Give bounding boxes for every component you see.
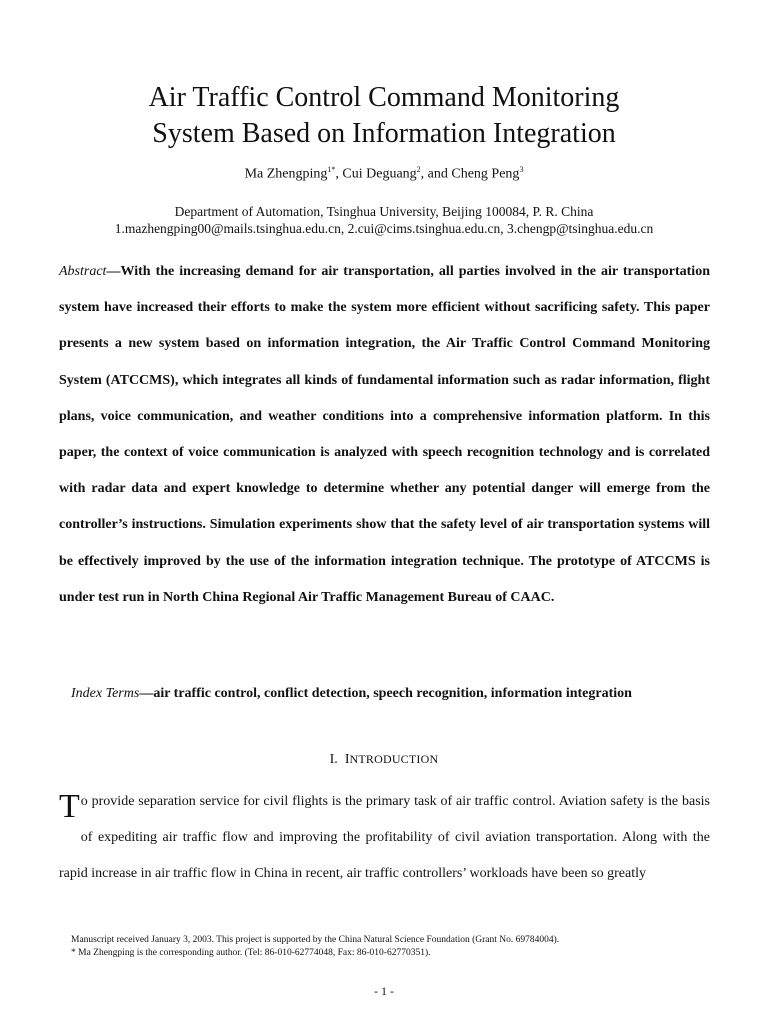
footnote-corresponding: * Ma Zhengping is the corresponding author. (Tel: 86-010-62774048, Fax: 86-010-62770351). [71, 947, 431, 958]
section-heading [0, 752, 768, 768]
affiliation [0, 203, 768, 237]
author-3: Cheng Peng [451, 166, 520, 182]
abstract-label: Abstract [59, 264, 107, 279]
authors [0, 165, 768, 183]
affiliation-emails: 1.mazhengping00@mails.tsinghua.edu.cn, 2.cui@cims.tsinghua.edu.cn, 3.chengp@tsinghua.edu.cn [114, 221, 654, 236]
author-1-mark: 1* [327, 165, 336, 174]
section-number: I. [329, 752, 338, 767]
author-separator: , and [420, 166, 452, 182]
index-terms [71, 686, 711, 702]
author-2: Cui Deguang [342, 166, 417, 182]
author-1: Ma Zhengping [244, 166, 328, 182]
author-separator: , [335, 166, 343, 182]
drop-cap: T [59, 788, 80, 825]
abstract [59, 254, 710, 616]
intro-text: o provide separation service for civil flights is the primary task of air traffic control. Aviation safety is the basis of expediting air traffic flow and improving the profitability of civil aviation transportation. Along with the rapid increase in air traffic flow in China in recent, air traffic controllers’ workloads have been so greatly [59, 794, 710, 881]
footnote-manuscript: Manuscript received January 3, 2003. This project is supported by the China Natural Science Foundation (Grant No. 69784004). [71, 935, 560, 945]
index-terms-label: Index Terms [71, 686, 140, 701]
title-line-2: System Based on Information Integration [152, 118, 616, 149]
intro-paragraph [59, 784, 710, 892]
title-line-1: Air Traffic Control Command Monitoring [148, 82, 620, 113]
affiliation-department: Department of Automation, Tsinghua University, Beijing 100084, P. R. China [174, 204, 594, 219]
author-3-mark: 3 [519, 165, 524, 174]
abstract-text: —With the increasing demand for air transportation, all parties involved in the air transportation system have increased their efforts to make the system more efficient without sacrificing safety. This paper presents a new system based on information integration, the Air Traffic Control Command Monitoring System (ATCCMS), which integrates all kinds of fundamental information such as radar information, flight plans, voice communication, and weather conditions into a comprehensive information platform. In this paper, the context of voice communication is analyzed with speech recognition technology and is correlated with radar data and expert knowledge to determine whether any potential danger will emerge from the controller’s instructions. Simulation experiments show that the safety level of air transportation systems will be effectively improved by the use of the information integration technique. The prototype of ATCCMS is under test run in North China Regional Air Traffic Management Bureau of CAAC. [59, 264, 710, 605]
author-2-mark: 2 [416, 165, 421, 174]
paper-title [0, 80, 768, 152]
index-terms-text: —air traffic control, conflict detection, speech recognition, information integration [139, 686, 632, 701]
page-number: - 1 - [374, 984, 394, 998]
section-title-initial: I [344, 752, 350, 767]
footnote [71, 934, 711, 959]
section-title-rest: NTRODUCTION [349, 752, 439, 766]
